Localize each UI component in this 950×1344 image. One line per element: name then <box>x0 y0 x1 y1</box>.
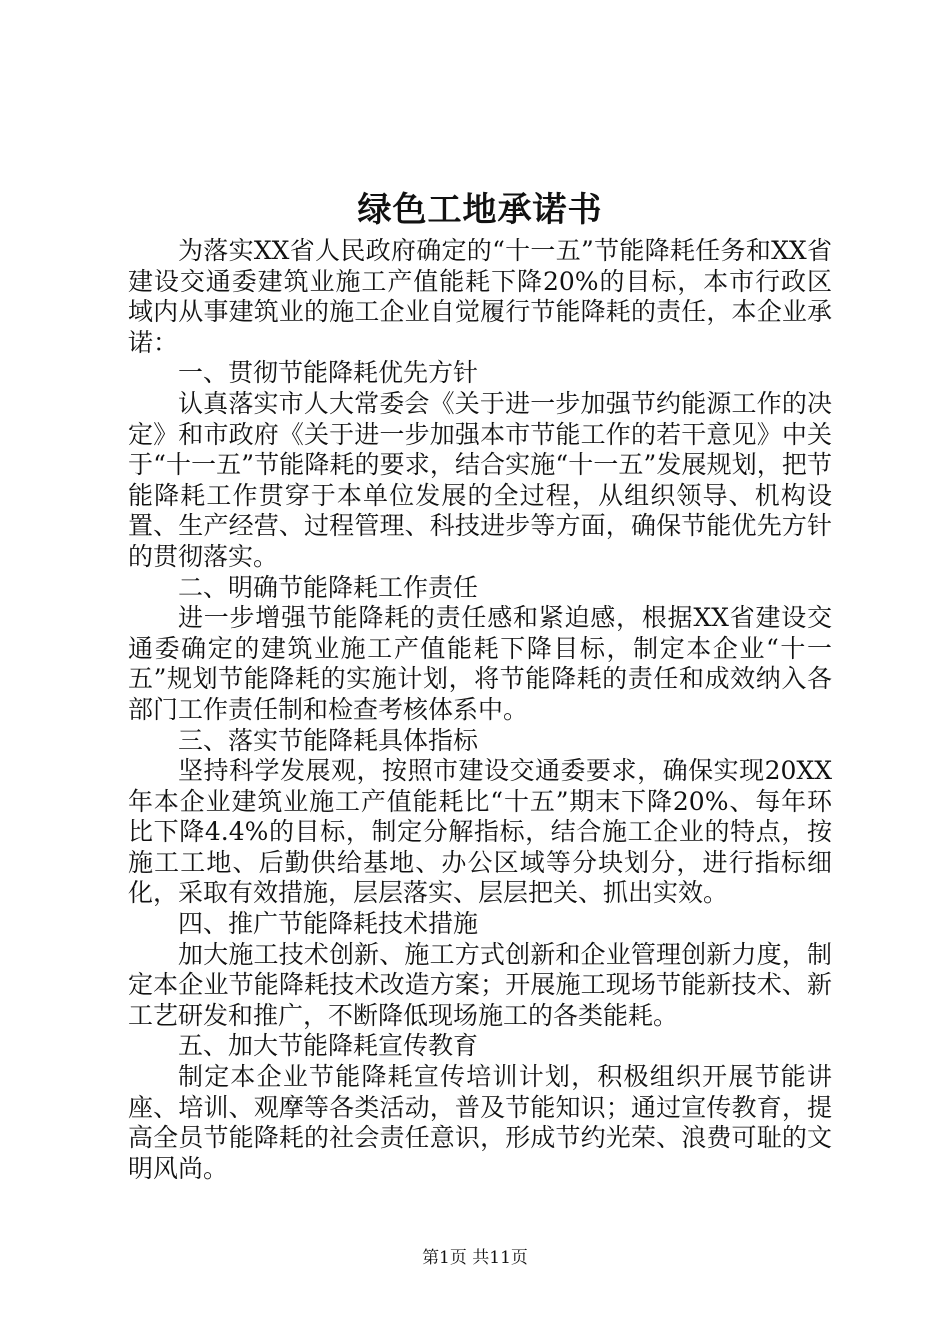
section-body-3: 坚持科学发展观，按照市建设交通委要求，确保实现20XX年本企业建筑业施工产值能耗比“十五”期末下降20%、每年环比下降4.4%的目标，制定分解指标，结合施工企业的特点，按施工工地、后勤供给基地、办公区域等分块划分，进行指标细化，采取有效措施，层层落实、层层把关、抓出实效。 <box>128 756 832 908</box>
section-heading-5: 五、加大节能降耗宣传教育 <box>178 1031 479 1061</box>
document-title: 绿色工地承诺书 <box>357 190 603 230</box>
page-number-footer: 第1页 共11页 <box>422 1248 528 1268</box>
document-page <box>128 190 832 1184</box>
section-body-4: 加大施工技术创新、施工方式创新和企业管理创新力度，制定本企业节能降耗技术改造方案；开展施工现场节能新技术、新工艺研发和推广，不断降低现场施工的各类能耗。 <box>128 939 832 1030</box>
section-heading-3: 三、落实节能降耗具体指标 <box>178 725 479 755</box>
section-heading-1: 一、贯彻节能降耗优先方针 <box>178 358 479 388</box>
section-body-5: 制定本企业节能降耗宣传培训计划，积极组织开展节能讲座、培训、观摩等各类活动，普及节能知识；通过宣传教育，提高全员节能降耗的社会责任意识，形成节约光荣、浪费可耻的文明风尚。 <box>128 1062 832 1183</box>
section-heading-4: 四、推广节能降耗技术措施 <box>178 909 479 939</box>
section-body-1: 认真落实市人大常委会《关于进一步加强节约能源工作的决定》和市政府《关于进一步加强本市节能工作的若干意见》中关于“十一五”节能降耗的要求，结合实施“十一五”发展规划，把节能降耗工作贯穿于本单位发展的全过程，从组织领导、机构设置、生产经营、过程管理、科技进步等方面，确保节能优先方针的贯彻落实。 <box>128 388 832 571</box>
intro-paragraph: 为落实XX省人民政府确定的“十一五”节能降耗任务和XX省建设交通委建筑业施工产值能耗下降20%的目标，本市行政区域内从事建筑业的施工企业自觉履行节能降耗的责任，本企业承诺： <box>128 236 832 357</box>
section-body-2: 进一步增强节能降耗的责任感和紧迫感，根据XX省建设交通委确定的建筑业施工产值能耗下降目标，制定本企业“十一五”规划节能降耗的实施计划，将节能降耗的责任和成效纳入各部门工作责任制和检查考核体系中。 <box>128 603 832 724</box>
section-heading-2: 二、明确节能降耗工作责任 <box>178 572 479 602</box>
